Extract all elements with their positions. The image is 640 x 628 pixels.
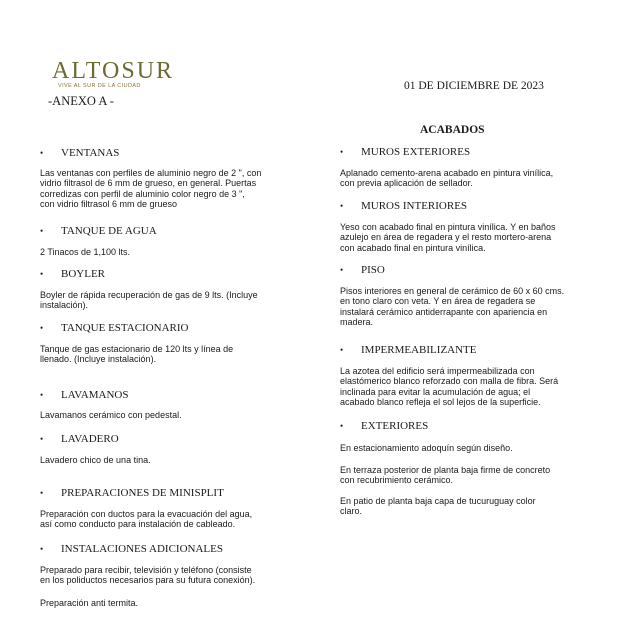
heading-impermeabilizante: • IMPERMEABILIZANTE: [340, 344, 477, 356]
heading-tanque-estacionario: • TANQUE ESTACIONARIO: [40, 322, 189, 334]
logo: [52, 60, 174, 89]
text-tanque-estacionario: Tanque de gas estacionario de 120 lts y línea de llenado. (Incluye instalación).: [40, 344, 234, 365]
logo-tagline: VIVE AL SUR DE LA CIUDAD: [58, 83, 141, 89]
heading-boyler: • BOYLER: [40, 268, 105, 280]
bullet-icon: •: [40, 269, 44, 279]
text-estacionamiento: En estacionamiento adoquín según diseño.: [340, 443, 513, 453]
text-ventanas: Las ventanas con perfiles de aluminio negro de 2 ", con vidrio filtrasol de 6 mm de grueso, en general. Puertas corredizas con perfil de aluminio color negro de 3 ", con vidrio filtrasol 6 mm de grueso: [40, 168, 262, 210]
heading-minisplit: • PREPARACIONES DE MINISPLIT: [40, 487, 224, 499]
bullet-icon: •: [40, 544, 44, 554]
heading-lavamanos: • LAVAMANOS: [40, 389, 129, 401]
text-terraza: En terraza posterior de planta baja firme de concreto con recubrimiento cerámico.: [340, 465, 551, 486]
text-anti-termita: Preparación anti termita.: [40, 598, 139, 608]
text-boyler: Boyler de rápida recuperación de gas de 9 lts. (Incluye instalación).: [40, 290, 258, 311]
bullet-icon: •: [40, 148, 44, 158]
text-muros-exteriores: Aplanado cemento-arena acabado en pintura vinílica, con previa aplicación de sellador.: [340, 168, 554, 189]
text-tanque-agua: 2 Tinacos de 1,100 lts.: [40, 247, 131, 257]
heading-muros-interiores: • MUROS INTERIORES: [340, 200, 468, 212]
text-muros-interiores: Yeso con acabado final en pintura vinílica. Y en baños azulejo en área de regadera y el resto mortero-arena con acabado final en pintura vinílica.: [340, 222, 556, 253]
heading-muros-exteriores: • MUROS EXTERIORES: [340, 146, 471, 158]
text-minisplit: Preparación con ductos para la evacuación del agua, así como conducto para instalación de cableado.: [40, 509, 253, 530]
section-title: ACABADOS: [420, 124, 485, 136]
text-lavamanos: Lavamanos cerámico con pedestal.: [40, 410, 182, 420]
heading-instalaciones-adicionales: • INSTALACIONES ADICIONALES: [40, 543, 223, 555]
text-impermeabilizante: La azotea del edificio será impermeabilizada con elastómerico blanco reforzado con malla de fibra. Será inclinada para evitar la acumulación de agua; el acabado blanco refleja el sol lejos de la superficie.: [340, 366, 559, 408]
annex-label: -ANEXO A -: [48, 94, 114, 108]
logo-wordmark: ALTOSUR: [52, 58, 175, 84]
heading-ventanas: • VENTANAS: [40, 147, 120, 159]
bullet-icon: •: [340, 265, 344, 275]
text-instalaciones-adicionales: Preparado para recibir, televisión y teléfono (consiste en los poliductos necesarios para su futura conexión).: [40, 565, 256, 586]
bullet-icon: •: [40, 226, 44, 236]
heading-piso: • PISO: [340, 264, 385, 276]
text-patio: En patio de planta baja capa de tucuruguay color claro.: [340, 496, 536, 517]
bullet-icon: •: [40, 323, 44, 333]
bullet-icon: •: [340, 421, 344, 431]
heading-exteriores: • EXTERIORES: [340, 420, 429, 432]
document-date: 01 DE DICIEMBRE DE 2023: [404, 80, 544, 92]
bullet-icon: •: [340, 345, 344, 355]
bullet-icon: •: [340, 147, 344, 157]
text-lavadero: Lavadero chico de una tina.: [40, 455, 151, 465]
heading-lavadero: • LAVADERO: [40, 433, 119, 445]
bullet-icon: •: [40, 488, 44, 498]
text-piso: Pisos interiores en general de cerámico de 60 x 60 cms. en tono claro con veta. Y en área de regadera se instalará cerámico antiderrapante con apariencia en madera.: [340, 286, 565, 328]
bullet-icon: •: [40, 434, 44, 444]
bullet-icon: •: [40, 390, 44, 400]
bullet-icon: •: [340, 201, 344, 211]
heading-tanque-agua: • TANQUE DE AGUA: [40, 225, 157, 237]
